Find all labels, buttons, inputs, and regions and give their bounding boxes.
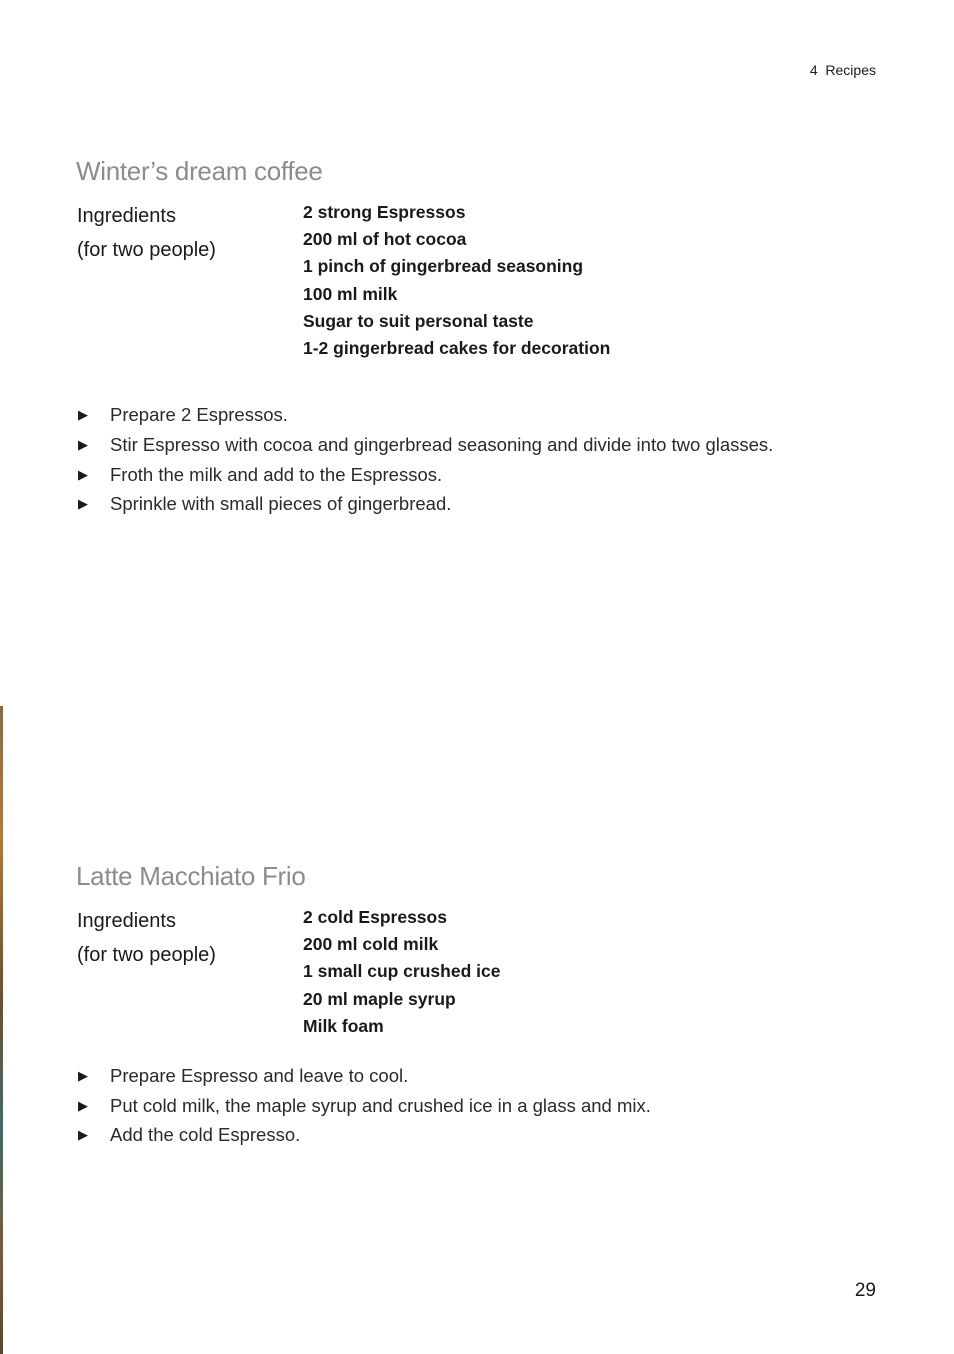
ingredient-item: Sugar to suit personal taste — [303, 310, 534, 331]
triangle-right-icon: ▶ — [78, 1068, 88, 1084]
step-text: Prepare 2 Espressos. — [110, 404, 288, 426]
step-item — [76, 1061, 876, 1091]
ingredient-item: 200 ml cold milk — [303, 934, 439, 955]
step-text: Put cold milk, the maple syrup and crushed ice in a glass and mix. — [110, 1094, 651, 1116]
ingredient-item: 100 ml milk — [303, 283, 398, 304]
step-text: Stir Espresso with cocoa and gingerbread seasoning and divide into two glasses. — [110, 433, 774, 455]
step-text: Froth the milk and add to the Espressos. — [110, 463, 443, 485]
step-item — [76, 400, 876, 430]
ingredients-label-line1: Ingredients — [77, 910, 176, 932]
step-item — [76, 489, 876, 519]
step-text: Sprinkle with small pieces of gingerbread. — [110, 493, 452, 515]
step-text: Add the cold Espresso. — [110, 1124, 301, 1146]
recipe-latte-macchiato-frio — [76, 861, 876, 1150]
ingredient-item: 2 strong Espressos — [303, 202, 466, 222]
step-item — [76, 460, 876, 490]
steps-list — [76, 1061, 876, 1150]
steps-list — [76, 400, 876, 519]
ingredients-label-line2: (for two people) — [77, 944, 216, 966]
ingredients-block — [76, 199, 876, 362]
recipe-title: Latte Macchiato Frio — [76, 861, 306, 891]
step-text: Prepare Espresso and leave to cool. — [110, 1065, 409, 1087]
recipe-winters-dream-coffee — [76, 156, 876, 519]
step-item — [76, 430, 876, 460]
ingredient-item: 20 ml maple syrup — [303, 988, 456, 1009]
edge-photo-strip — [0, 706, 3, 1354]
running-head: 4 Recipes — [809, 62, 876, 78]
ingredient-item: 200 ml of hot cocoa — [303, 229, 467, 250]
recipe-title: Winter’s dream coffee — [76, 156, 323, 186]
page-number: 29 — [854, 1280, 876, 1301]
ingredients-list — [303, 904, 876, 1040]
ingredients-block — [76, 904, 876, 1040]
triangle-right-icon: ▶ — [78, 1097, 88, 1113]
ingredient-item: Milk foam — [303, 1015, 384, 1036]
step-item — [76, 1091, 876, 1121]
ingredient-item: 1-2 gingerbread cakes for decoration — [303, 338, 611, 359]
triangle-right-icon: ▶ — [78, 407, 88, 423]
ingredient-item: 1 small cup crushed ice — [303, 961, 501, 982]
triangle-right-icon: ▶ — [78, 1127, 88, 1143]
ingredients-label — [77, 904, 216, 972]
ingredient-item: 1 pinch of gingerbread seasoning — [303, 256, 584, 277]
ingredient-item: 2 cold Espressos — [303, 907, 447, 927]
ingredients-list — [303, 199, 876, 362]
triangle-right-icon: ▶ — [78, 436, 88, 452]
ingredients-label-line2: (for two people) — [77, 239, 216, 261]
triangle-right-icon: ▶ — [78, 466, 88, 482]
step-item — [76, 1120, 876, 1150]
ingredients-label-line1: Ingredients — [77, 205, 176, 227]
ingredients-label — [77, 199, 216, 267]
triangle-right-icon: ▶ — [78, 496, 88, 512]
